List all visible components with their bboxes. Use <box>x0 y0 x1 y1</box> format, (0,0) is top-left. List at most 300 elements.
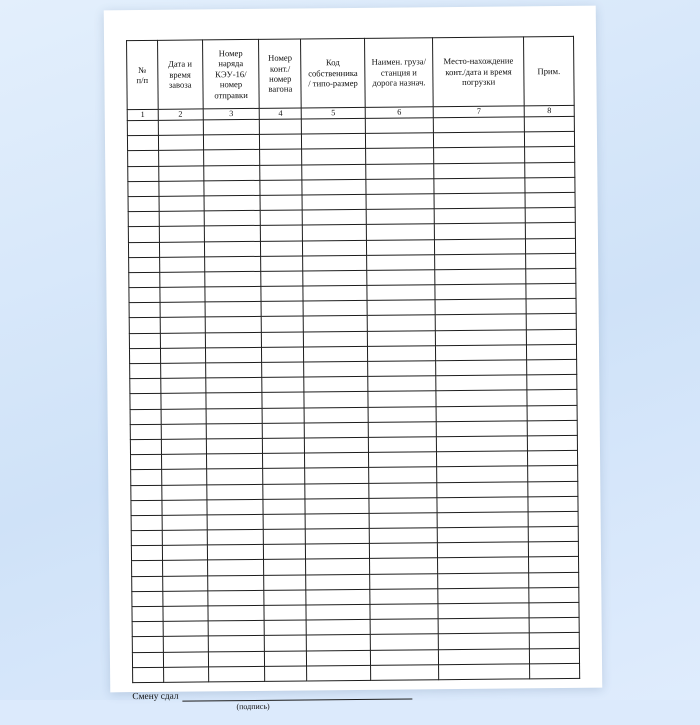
table-cell[interactable] <box>133 667 164 682</box>
table-cell[interactable] <box>306 620 370 636</box>
table-cell[interactable] <box>528 511 578 527</box>
table-cell[interactable] <box>436 405 527 421</box>
table-cell[interactable] <box>261 210 303 226</box>
table-cell[interactable] <box>205 302 262 318</box>
table-cell[interactable] <box>436 360 527 376</box>
table-cell[interactable] <box>206 484 263 500</box>
table-cell[interactable] <box>437 481 528 497</box>
table-cell[interactable] <box>261 256 303 272</box>
table-cell[interactable] <box>369 558 438 574</box>
table-cell[interactable] <box>366 239 435 255</box>
table-cell[interactable] <box>262 316 304 332</box>
table-cell[interactable] <box>207 499 264 515</box>
table-cell[interactable] <box>163 667 208 683</box>
table-cell[interactable] <box>208 666 265 682</box>
table-cell[interactable] <box>158 150 203 166</box>
table-cell[interactable] <box>438 603 529 619</box>
table-cell[interactable] <box>161 469 206 485</box>
table-cell[interactable] <box>128 211 159 226</box>
table-cell[interactable] <box>307 650 371 666</box>
table-cell[interactable] <box>369 482 438 498</box>
table-cell[interactable] <box>436 329 527 345</box>
table-cell[interactable] <box>163 621 208 637</box>
table-cell[interactable] <box>370 589 439 605</box>
table-cell[interactable] <box>260 134 302 150</box>
table-cell[interactable] <box>132 561 163 576</box>
table-cell[interactable] <box>262 362 304 378</box>
table-cell[interactable] <box>306 589 370 605</box>
table-cell[interactable] <box>367 346 436 362</box>
table-cell[interactable] <box>527 435 577 451</box>
table-cell[interactable] <box>366 163 435 179</box>
table-cell[interactable] <box>368 437 437 453</box>
table-cell[interactable] <box>526 314 576 330</box>
table-cell[interactable] <box>436 345 527 361</box>
table-cell[interactable] <box>367 330 436 346</box>
table-cell[interactable] <box>528 542 578 558</box>
table-cell[interactable] <box>159 226 204 242</box>
table-cell[interactable] <box>435 254 526 270</box>
table-cell[interactable] <box>306 574 370 590</box>
table-cell[interactable] <box>527 344 577 360</box>
table-cell[interactable] <box>369 543 438 559</box>
table-cell[interactable] <box>528 481 578 497</box>
table-cell[interactable] <box>158 120 203 136</box>
table-cell[interactable] <box>366 224 435 240</box>
table-cell[interactable] <box>306 604 370 620</box>
table-cell[interactable] <box>439 648 530 664</box>
table-cell[interactable] <box>525 223 575 239</box>
table-cell[interactable] <box>159 181 204 197</box>
table-cell[interactable] <box>302 194 366 210</box>
table-cell[interactable] <box>204 271 261 287</box>
table-cell[interactable] <box>207 529 264 545</box>
table-cell[interactable] <box>370 649 439 665</box>
table-cell[interactable] <box>203 119 260 135</box>
table-cell[interactable] <box>128 151 159 166</box>
table-cell[interactable] <box>130 424 161 439</box>
table-cell[interactable] <box>264 559 306 575</box>
table-cell[interactable] <box>206 393 263 409</box>
table-cell[interactable] <box>261 225 303 241</box>
table-cell[interactable] <box>304 316 368 332</box>
table-cell[interactable] <box>128 166 159 181</box>
table-cell[interactable] <box>132 637 163 652</box>
table-cell[interactable] <box>524 116 574 132</box>
table-cell[interactable] <box>437 512 528 528</box>
table-cell[interactable] <box>370 604 439 620</box>
table-cell[interactable] <box>162 484 207 500</box>
table-cell[interactable] <box>528 496 578 512</box>
table-cell[interactable] <box>262 332 304 348</box>
table-cell[interactable] <box>204 241 261 257</box>
table-cell[interactable] <box>527 359 577 375</box>
table-cell[interactable] <box>368 376 437 392</box>
table-cell[interactable] <box>263 499 305 515</box>
table-cell[interactable] <box>435 284 526 300</box>
table-cell[interactable] <box>131 485 162 500</box>
table-cell[interactable] <box>437 466 528 482</box>
table-cell[interactable] <box>437 527 528 543</box>
table-cell[interactable] <box>208 605 265 621</box>
table-cell[interactable] <box>206 438 263 454</box>
table-cell[interactable] <box>203 135 260 151</box>
table-cell[interactable] <box>261 271 303 287</box>
table-cell[interactable] <box>302 164 366 180</box>
table-cell[interactable] <box>370 619 439 635</box>
table-cell[interactable] <box>438 588 529 604</box>
table-cell[interactable] <box>435 299 526 315</box>
table-cell[interactable] <box>530 663 580 679</box>
table-cell[interactable] <box>303 240 367 256</box>
table-cell[interactable] <box>436 390 527 406</box>
table-cell[interactable] <box>438 557 529 573</box>
table-cell[interactable] <box>307 635 371 651</box>
table-cell[interactable] <box>208 651 265 667</box>
table-cell[interactable] <box>160 333 205 349</box>
table-cell[interactable] <box>129 333 160 348</box>
table-cell[interactable] <box>128 181 159 196</box>
table-cell[interactable] <box>160 272 205 288</box>
column-number-cell: 8 <box>524 105 574 116</box>
table-cell[interactable] <box>368 391 437 407</box>
table-cell[interactable] <box>368 406 437 422</box>
table-cell[interactable] <box>162 500 207 516</box>
table-cell[interactable] <box>161 378 206 394</box>
table-cell[interactable] <box>367 270 436 286</box>
table-cell[interactable] <box>163 651 208 667</box>
table-cell[interactable] <box>302 149 366 165</box>
table-cell[interactable] <box>162 530 207 546</box>
table-cell[interactable] <box>130 379 161 394</box>
table-cell[interactable] <box>438 542 529 558</box>
table-cell[interactable] <box>305 422 369 438</box>
table-cell[interactable] <box>163 636 208 652</box>
table-cell[interactable] <box>527 390 577 406</box>
table-cell[interactable] <box>132 606 163 621</box>
table-cell[interactable] <box>131 546 162 561</box>
table-cell[interactable] <box>205 378 262 394</box>
table-cell[interactable] <box>203 165 260 181</box>
table-cell[interactable] <box>529 633 579 649</box>
table-cell[interactable] <box>529 572 579 588</box>
table-cell[interactable] <box>159 211 204 227</box>
table-cell[interactable] <box>131 500 162 515</box>
table-cell[interactable] <box>265 635 307 651</box>
table-cell[interactable] <box>306 528 370 544</box>
table-cell[interactable] <box>162 560 207 576</box>
table-cell[interactable] <box>132 652 163 667</box>
table-cell[interactable] <box>529 648 579 664</box>
table-cell[interactable] <box>263 468 305 484</box>
table-cell[interactable] <box>129 348 160 363</box>
table-cell[interactable] <box>439 664 530 680</box>
table-cell[interactable] <box>161 393 206 409</box>
table-cell[interactable] <box>204 211 261 227</box>
table-cell[interactable] <box>528 526 578 542</box>
table-cell[interactable] <box>306 559 370 575</box>
table-cell[interactable] <box>525 177 575 193</box>
table-cell[interactable] <box>438 633 529 649</box>
table-cell[interactable] <box>262 347 304 363</box>
table-cell[interactable] <box>305 483 369 499</box>
table-cell[interactable] <box>130 439 161 454</box>
table-cell[interactable] <box>365 118 434 134</box>
table-cell[interactable] <box>435 314 526 330</box>
table-cell[interactable] <box>161 439 206 455</box>
table-cell[interactable] <box>303 255 367 271</box>
table-cell[interactable] <box>525 132 575 148</box>
table-cell[interactable] <box>438 618 529 634</box>
table-cell[interactable] <box>261 286 303 302</box>
table-cell[interactable] <box>304 331 368 347</box>
table-cell[interactable] <box>303 209 367 225</box>
table-cell[interactable] <box>365 133 434 149</box>
table-cell[interactable] <box>262 377 304 393</box>
table-cell[interactable] <box>370 573 439 589</box>
table-cell[interactable] <box>525 147 575 163</box>
table-cell[interactable] <box>435 269 526 285</box>
table-cell[interactable] <box>526 268 576 284</box>
table-cell[interactable] <box>207 514 264 530</box>
table-cell[interactable] <box>525 207 575 223</box>
table-cell[interactable] <box>158 135 203 151</box>
table-cell[interactable] <box>264 605 306 621</box>
table-cell[interactable] <box>206 408 263 424</box>
table-cell[interactable] <box>305 437 369 453</box>
table-cell[interactable] <box>435 238 526 254</box>
table-cell[interactable] <box>368 467 437 483</box>
table-cell[interactable] <box>304 361 368 377</box>
table-cell[interactable] <box>369 497 438 513</box>
table-cell[interactable] <box>132 591 163 606</box>
table-cell[interactable] <box>526 238 576 254</box>
table-cell[interactable] <box>305 513 369 529</box>
table-cell[interactable] <box>436 375 527 391</box>
table-cell[interactable] <box>128 196 159 211</box>
table-cell[interactable] <box>207 545 264 561</box>
table-cell[interactable] <box>130 409 161 424</box>
table-cell[interactable] <box>368 452 437 468</box>
table-cell[interactable] <box>306 544 370 560</box>
table-cell[interactable] <box>129 287 160 302</box>
table-cell[interactable] <box>130 363 161 378</box>
table-cell[interactable] <box>129 318 160 333</box>
table-cell[interactable] <box>304 377 368 393</box>
table-cell[interactable] <box>525 162 575 178</box>
table-cell[interactable] <box>159 241 204 257</box>
table-cell[interactable] <box>528 466 578 482</box>
table-cell[interactable] <box>127 120 158 135</box>
table-cell[interactable] <box>132 622 163 637</box>
table-cell[interactable] <box>434 178 525 194</box>
table-cell[interactable] <box>205 332 262 348</box>
table-cell[interactable] <box>529 587 579 603</box>
table-cell[interactable] <box>204 256 261 272</box>
table-cell[interactable] <box>303 301 367 317</box>
table-cell[interactable] <box>129 257 160 272</box>
table-cell[interactable] <box>260 180 302 196</box>
table-cell[interactable] <box>304 407 368 423</box>
table-cell[interactable] <box>160 363 205 379</box>
table-cell[interactable] <box>208 590 265 606</box>
table-cell[interactable] <box>163 606 208 622</box>
table-cell[interactable] <box>162 545 207 561</box>
table-cell[interactable] <box>131 454 162 469</box>
table-cell[interactable] <box>304 392 368 408</box>
header-row <box>127 36 575 109</box>
table-cell[interactable] <box>263 423 305 439</box>
table-cell[interactable] <box>128 227 159 242</box>
table-cell[interactable] <box>261 240 303 256</box>
table-cell[interactable] <box>527 405 577 421</box>
table-cell[interactable] <box>130 394 161 409</box>
table-cell[interactable] <box>434 193 525 209</box>
table-cell[interactable] <box>262 392 304 408</box>
table-cell[interactable] <box>307 665 371 681</box>
table-cell[interactable] <box>207 560 264 576</box>
table-cell[interactable] <box>302 179 366 195</box>
table-cell[interactable] <box>206 423 263 439</box>
table-cell[interactable] <box>366 254 435 270</box>
table-cell[interactable] <box>437 497 528 513</box>
table-cell[interactable] <box>260 119 302 135</box>
table-cell[interactable] <box>160 348 205 364</box>
table-cell[interactable] <box>204 180 261 196</box>
table-cell[interactable] <box>437 451 528 467</box>
table-cell[interactable] <box>264 529 306 545</box>
table-cell[interactable] <box>208 636 265 652</box>
table-cell[interactable] <box>128 242 159 257</box>
table-cell[interactable] <box>438 572 529 588</box>
table-cell[interactable] <box>160 302 205 318</box>
table-cell[interactable] <box>527 375 577 391</box>
table-cell[interactable] <box>366 209 435 225</box>
table-cell[interactable] <box>204 226 261 242</box>
table-cell[interactable] <box>303 225 367 241</box>
table-cell[interactable] <box>263 438 305 454</box>
table-cell[interactable] <box>525 192 575 208</box>
table-cell[interactable] <box>162 576 207 592</box>
table-cell[interactable] <box>528 450 578 466</box>
table-cell[interactable] <box>161 454 206 470</box>
table-cell[interactable] <box>434 132 525 148</box>
table-cell[interactable] <box>129 303 160 318</box>
table-cell[interactable] <box>159 196 204 212</box>
table-cell[interactable] <box>526 329 576 345</box>
table-cell[interactable] <box>263 453 305 469</box>
table-cell[interactable] <box>204 195 261 211</box>
table-cell[interactable] <box>158 165 203 181</box>
table-cell[interactable] <box>265 666 307 682</box>
table-row[interactable] <box>133 663 580 682</box>
table-cell[interactable] <box>161 424 206 440</box>
table-cell[interactable] <box>261 301 303 317</box>
table-cell[interactable] <box>529 602 579 618</box>
table-cell[interactable] <box>367 361 436 377</box>
table-cell[interactable] <box>205 286 262 302</box>
table-cell[interactable] <box>527 420 577 436</box>
table-cell[interactable] <box>369 528 438 544</box>
table-cell[interactable] <box>264 544 306 560</box>
table-cell[interactable] <box>264 590 306 606</box>
table-cell[interactable] <box>206 469 263 485</box>
table-cell[interactable] <box>303 285 367 301</box>
table-cell[interactable] <box>263 514 305 530</box>
table-cell[interactable] <box>207 575 264 591</box>
table-cell[interactable] <box>203 150 260 166</box>
table-cell[interactable] <box>367 315 436 331</box>
table-cell[interactable] <box>368 421 437 437</box>
table-cell[interactable] <box>131 530 162 545</box>
table-cell[interactable] <box>205 347 262 363</box>
table-cell[interactable] <box>365 148 434 164</box>
table-cell[interactable] <box>131 515 162 530</box>
table-cell[interactable] <box>529 557 579 573</box>
table-cell[interactable] <box>263 483 305 499</box>
table-cell[interactable] <box>160 287 205 303</box>
table-cell[interactable] <box>434 147 525 163</box>
table-cell[interactable] <box>369 513 438 529</box>
table-cell[interactable] <box>163 591 208 607</box>
table-cell[interactable] <box>132 576 163 591</box>
table-cell[interactable] <box>434 117 525 133</box>
table-cell[interactable] <box>366 194 435 210</box>
table-cell[interactable] <box>305 468 369 484</box>
table-cell[interactable] <box>370 634 439 650</box>
table-cell[interactable] <box>526 253 576 269</box>
table-cell[interactable] <box>529 618 579 634</box>
table-cell[interactable] <box>129 272 160 287</box>
table-cell[interactable] <box>366 178 435 194</box>
table-cell[interactable] <box>205 362 262 378</box>
table-cell[interactable] <box>367 300 436 316</box>
table-cell[interactable] <box>264 575 306 591</box>
table-cell[interactable] <box>370 664 439 680</box>
table-cell[interactable] <box>437 436 528 452</box>
table-cell[interactable] <box>206 453 263 469</box>
table-cell[interactable] <box>127 136 158 151</box>
table-cell[interactable] <box>435 223 526 239</box>
table-cell[interactable] <box>434 208 525 224</box>
table-cell[interactable] <box>131 470 162 485</box>
table-cell[interactable] <box>208 621 265 637</box>
table-cell[interactable] <box>260 195 302 211</box>
table-cell[interactable] <box>205 317 262 333</box>
signature-label: Смену сдал <box>132 691 179 703</box>
table-cell[interactable] <box>305 452 369 468</box>
table-cell[interactable] <box>367 285 436 301</box>
table-cell[interactable] <box>434 162 525 178</box>
table-cell[interactable] <box>304 346 368 362</box>
table-cell[interactable] <box>436 421 527 437</box>
table-cell[interactable] <box>303 270 367 286</box>
table-cell[interactable] <box>260 149 302 165</box>
table-cell[interactable] <box>160 317 205 333</box>
table-cell[interactable] <box>305 498 369 514</box>
table-cell[interactable] <box>260 165 302 181</box>
table-cell[interactable] <box>161 408 206 424</box>
table-cell[interactable] <box>302 118 366 134</box>
table-cell[interactable] <box>265 651 307 667</box>
table-cell[interactable] <box>162 515 207 531</box>
table-cell[interactable] <box>526 283 576 299</box>
table-cell[interactable] <box>264 620 306 636</box>
table-cell[interactable] <box>302 134 366 150</box>
table-cell[interactable] <box>159 257 204 273</box>
table-cell[interactable] <box>526 299 576 315</box>
table-cell[interactable] <box>262 408 304 424</box>
